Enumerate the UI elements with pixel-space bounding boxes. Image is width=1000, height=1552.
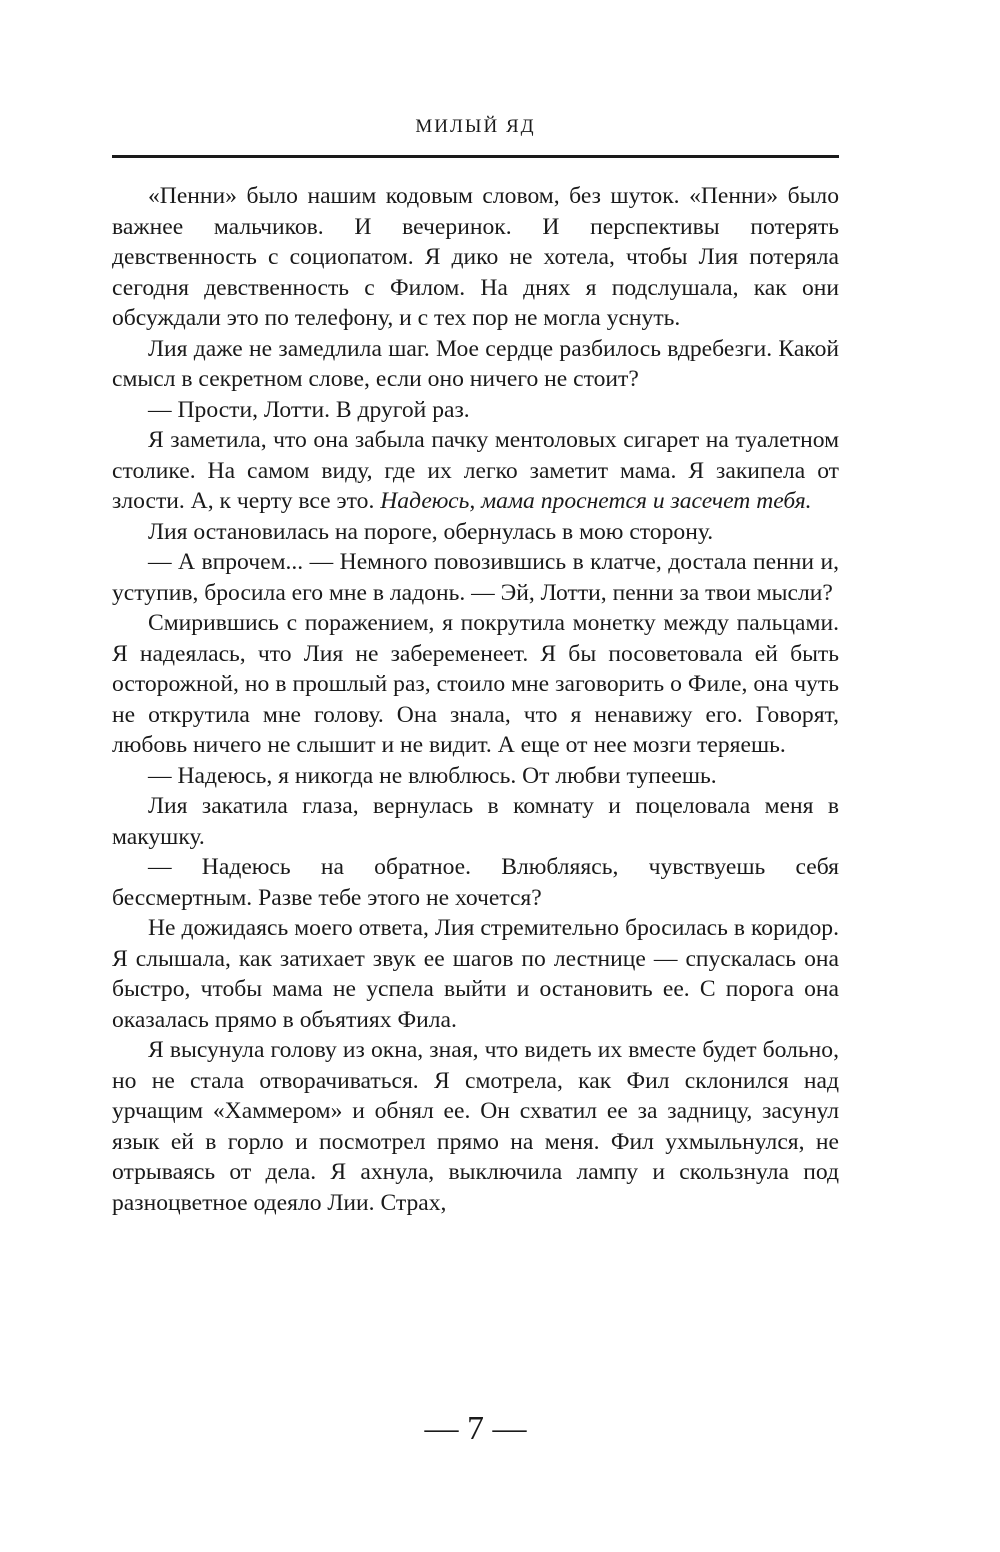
paragraph: Смирившись с поражением, я покрутила монетку между пальцами. Я надеялась, что Лия не забеременеет. Я бы посоветовала ей быть осторожной, но в прошлый раз, стоило мне заговорить о Филе, она чуть не открутила мне голову. Она знала, что я ненавижу его. Говорят, любовь ничего не слышит и не видит. А еще от нее мозги теряешь. bbox=[112, 610, 839, 758]
paragraph: — А впрочем... — Немного повозившись в клатче, достала пенни и, уступив, бросила его мне в ладонь. — Эй, Лотти, пенни за твои мысли? bbox=[112, 549, 839, 606]
running-title: МИЛЫЙ ЯД bbox=[415, 116, 536, 137]
paragraph-text: Я заметила, что она забыла пачку ментоловых сигарет на туалетном столике. На самом виду, где их легко заметит мама. Я закипела от злости. А, к черту все это. bbox=[112, 427, 839, 514]
paragraph: — Надеюсь на обратное. Влюбляясь, чувствуешь себя бессмертным. Разве тебе этого не хочется? bbox=[112, 854, 839, 911]
italic-text: Надеюсь, мама проснется и засечет тебя. bbox=[380, 488, 812, 514]
paragraph: Лия даже не замедлила шаг. Мое сердце разбилось вдребезги. Какой смысл в секретном слове, если оно ничего не стоит? bbox=[112, 335, 839, 392]
paragraph: Лия остановилась на пороге, обернулась в мою сторону. bbox=[148, 518, 714, 545]
paragraph: Лия закатила глаза, вернулась в комнату и поцеловала меня в макушку. bbox=[112, 793, 839, 850]
header-rule bbox=[112, 155, 839, 158]
paragraph: — Прости, Лотти. В другой раз. bbox=[148, 396, 470, 423]
paragraph bbox=[112, 425, 839, 517]
body-text bbox=[112, 181, 839, 1218]
paragraph: Я высунула голову из окна, зная, что видеть их вместе будет больно, но не стала отворачиваться. Я смотрела, как Фил склонился над урчащим «Хаммером» и обнял ее. Он схватил ее за задницу, засунул язык ей в горло и посмотрел прямо на меня. Фил ухмыльнулся, не отрываясь от дела. Я ахнула, выключила лампу и скользнула под разноцветное одеяло Лии. Страх, bbox=[112, 1037, 839, 1216]
paragraph: Не дожидаясь моего ответа, Лия стремительно бросилась в коридор. Я слышала, как затихает звук ее шагов по лестнице — спускалась она быстро, чтобы мама не успела выйти и остановить ее. С порога она оказалась прямо в объятиях Фила. bbox=[112, 915, 839, 1033]
paragraph: «Пенни» было нашим кодовым словом, без шуток. «Пенни» было важнее мальчиков. И вечеринок. И перспективы потерять девственность с социопатом. Я дико не хотела, чтобы Лия потеряла сегодня девственность с Филом. На днях я подслушала, как они обсуждали это по телефону, и с тех пор не могла уснуть. bbox=[112, 183, 839, 331]
page-number: — 7 — bbox=[424, 1410, 527, 1447]
paragraph: — Надеюсь, я никогда не влюблюсь. От любви тупеешь. bbox=[148, 762, 717, 789]
